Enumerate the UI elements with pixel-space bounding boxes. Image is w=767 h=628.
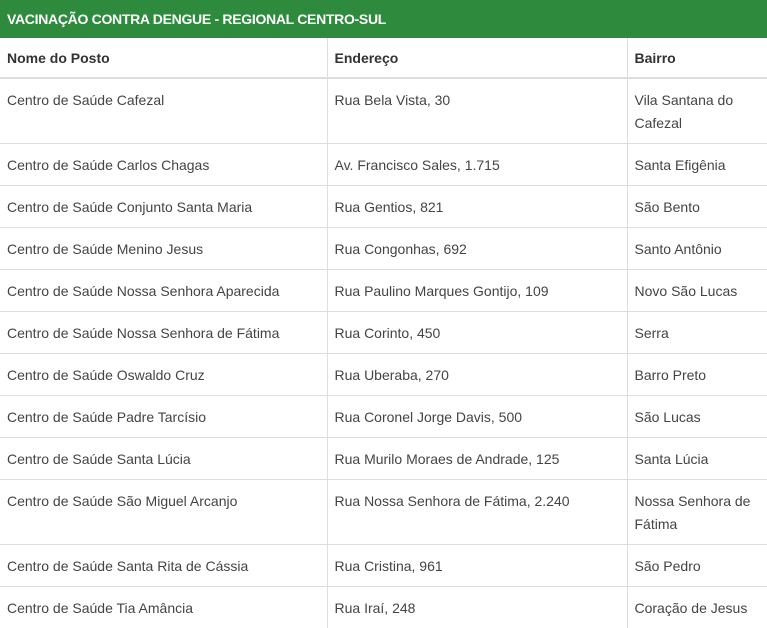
- cell-name: Centro de Saúde Santa Rita de Cássia: [0, 545, 327, 587]
- table-title: VACINAÇÃO CONTRA DENGUE - REGIONAL CENTRO-SUL: [0, 0, 767, 38]
- cell-district: Serra: [627, 312, 767, 354]
- cell-address: Rua Coronel Jorge Davis, 500: [327, 396, 627, 438]
- cell-district: Novo São Lucas: [627, 270, 767, 312]
- cell-address: Rua Paulino Marques Gontijo, 109: [327, 270, 627, 312]
- cell-district: Coração de Jesus: [627, 587, 767, 628]
- cell-district: Vila Santana do Cafezal: [627, 78, 767, 144]
- table-row: [0, 396, 767, 438]
- header-district: Bairro: [627, 38, 767, 78]
- cell-district: Nossa Senhora de Fátima: [627, 480, 767, 545]
- cell-district: São Bento: [627, 186, 767, 228]
- table-row: [0, 587, 767, 628]
- cell-name: Centro de Saúde Nossa Senhora de Fátima: [0, 312, 327, 354]
- table-row: [0, 144, 767, 186]
- table-row: [0, 78, 767, 144]
- health-posts-table: [0, 38, 767, 628]
- cell-name: Centro de Saúde Cafezal: [0, 78, 327, 144]
- header-name: Nome do Posto: [0, 38, 327, 78]
- cell-name: Centro de Saúde Conjunto Santa Maria: [0, 186, 327, 228]
- cell-address: Rua Bela Vista, 30: [327, 78, 627, 144]
- cell-name: Centro de Saúde Carlos Chagas: [0, 144, 327, 186]
- cell-address: Av. Francisco Sales, 1.715: [327, 144, 627, 186]
- table-row: [0, 270, 767, 312]
- table-row: [0, 312, 767, 354]
- cell-address: Rua Iraí, 248: [327, 587, 627, 628]
- cell-district: Barro Preto: [627, 354, 767, 396]
- cell-district: São Pedro: [627, 545, 767, 587]
- cell-district: Santa Lúcia: [627, 438, 767, 480]
- table-row: [0, 354, 767, 396]
- cell-address: Rua Murilo Moraes de Andrade, 125: [327, 438, 627, 480]
- cell-name: Centro de Saúde Nossa Senhora Aparecida: [0, 270, 327, 312]
- cell-address: Rua Corinto, 450: [327, 312, 627, 354]
- cell-name: Centro de Saúde Santa Lúcia: [0, 438, 327, 480]
- cell-address: Rua Nossa Senhora de Fátima, 2.240: [327, 480, 627, 545]
- cell-district: Santo Antônio: [627, 228, 767, 270]
- cell-name: Centro de Saúde Padre Tarcísio: [0, 396, 327, 438]
- cell-name: Centro de Saúde Tia Amância: [0, 587, 327, 628]
- cell-district: São Lucas: [627, 396, 767, 438]
- cell-address: Rua Cristina, 961: [327, 545, 627, 587]
- table-header-row: [0, 38, 767, 78]
- table-row: [0, 438, 767, 480]
- cell-name: Centro de Saúde Menino Jesus: [0, 228, 327, 270]
- cell-address: Rua Congonhas, 692: [327, 228, 627, 270]
- table-row: [0, 480, 767, 545]
- cell-address: Rua Uberaba, 270: [327, 354, 627, 396]
- table-row: [0, 545, 767, 587]
- cell-name: Centro de Saúde São Miguel Arcanjo: [0, 480, 327, 545]
- cell-name: Centro de Saúde Oswaldo Cruz: [0, 354, 327, 396]
- table-row: [0, 228, 767, 270]
- cell-district: Santa Efigênia: [627, 144, 767, 186]
- table-row: [0, 186, 767, 228]
- header-address: Endereço: [327, 38, 627, 78]
- cell-address: Rua Gentios, 821: [327, 186, 627, 228]
